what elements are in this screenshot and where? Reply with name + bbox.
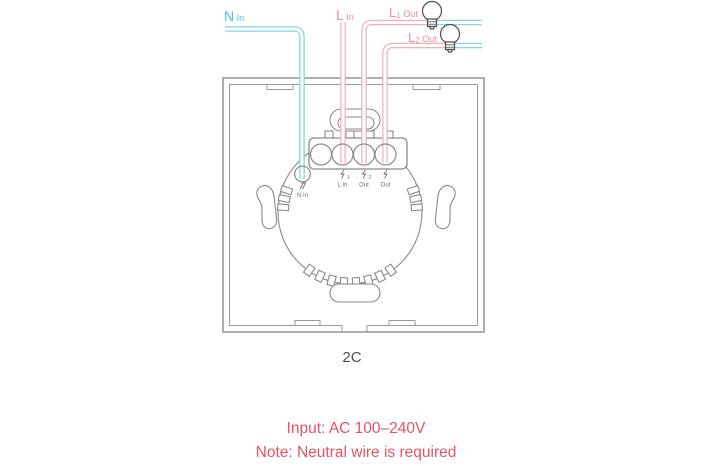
cable-notch	[342, 326, 367, 332]
label-n-in-sub: In	[236, 13, 245, 23]
label-n-in-main: N	[224, 8, 235, 24]
bulb-tip	[448, 50, 453, 53]
terminal-label-n-in: N In	[296, 193, 309, 199]
label-l2-num: 2	[415, 36, 420, 45]
switch-mechanism	[257, 109, 455, 302]
mounting-tab	[295, 321, 320, 326]
bulb-base	[428, 19, 437, 27]
right-wing-clip	[435, 185, 455, 228]
mounting-tab	[267, 85, 293, 90]
cable-clamp	[330, 109, 380, 131]
mounting-tab	[413, 85, 440, 90]
terminal-label-l-in: L In	[337, 182, 348, 189]
bulb-icon	[423, 2, 442, 21]
label-l-in-main: L	[336, 7, 344, 23]
input-note: Input: AC 100–240V	[286, 420, 426, 437]
terminal-label-out1: Out	[359, 182, 369, 189]
wire-n-in	[225, 29, 302, 179]
label-l2-out	[408, 30, 437, 45]
label-l-in	[336, 7, 354, 23]
bulb-icon	[441, 25, 460, 44]
bottom-oval-boss	[330, 284, 380, 302]
label-l2-sub: Out	[422, 34, 437, 44]
label-l1-sub: Out	[403, 9, 418, 19]
model-label: 2C	[342, 349, 362, 366]
neutral-note: Note: Neutral wire is required	[255, 444, 457, 461]
label-l2-main: L	[408, 30, 416, 45]
bolt-number-2: 2	[368, 175, 372, 181]
label-l-in-sub: In	[346, 12, 354, 22]
label-l1-num: 1	[396, 11, 401, 20]
bulb-base	[446, 42, 455, 50]
mounting-tab	[389, 321, 415, 326]
label-l1-main: L	[389, 5, 397, 20]
left-wing-clip	[257, 185, 277, 228]
bulb-tip	[430, 27, 435, 30]
bolt-number-1: 1	[347, 175, 350, 181]
label-n-in	[224, 8, 244, 24]
label-l1-out	[389, 5, 418, 20]
terminal-label-out2: Out	[380, 182, 391, 189]
